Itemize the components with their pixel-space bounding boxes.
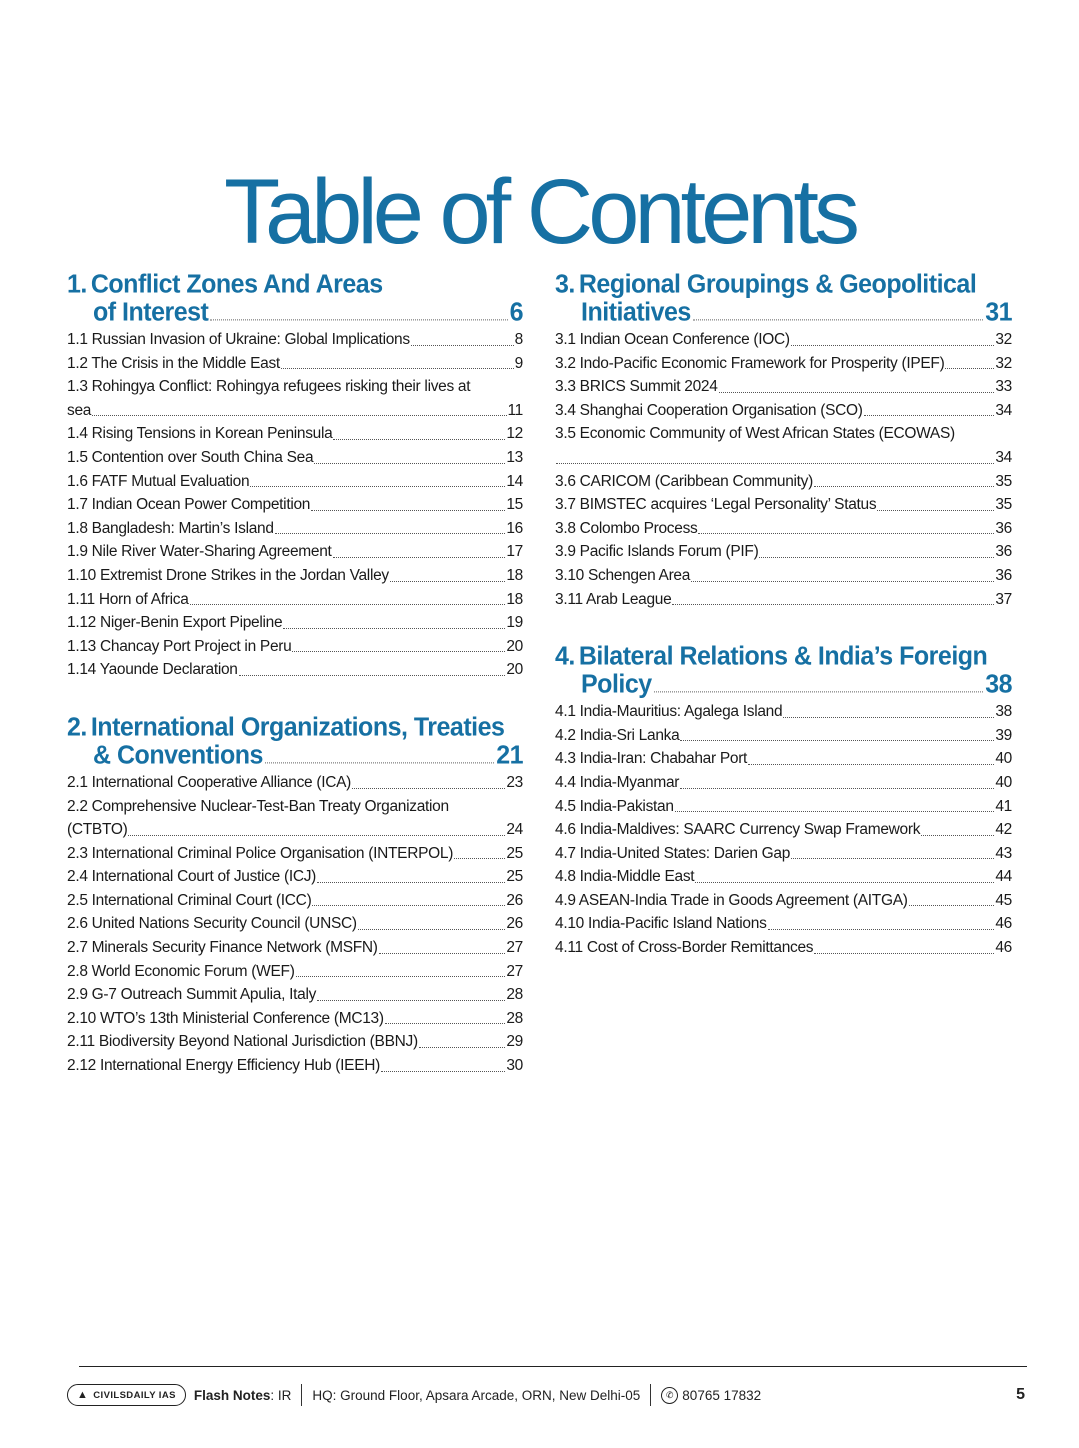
entry-label: 4.11 Cost of Cross-Border Remittances [555, 939, 814, 957]
entry-label: 4.10 India-Pacific Island Nations [555, 915, 767, 933]
dot-leader [333, 557, 506, 558]
section-title-line1: Regional Groupings & Geopolitical [578, 269, 977, 299]
toc-entry[interactable] [555, 375, 1012, 399]
entry-page: 39 [995, 726, 1012, 744]
entry-label: 1.7 Indian Ocean Power Competition [67, 496, 311, 514]
dot-leader [250, 486, 505, 487]
entry-label: 2.4 International Court of Justice (ICJ) [67, 868, 317, 886]
toc-entry[interactable] [67, 889, 523, 913]
address-text: HQ: Ground Floor, Apsara Arcade, ORN, New Delhi-05 [312, 1387, 641, 1403]
dot-leader [292, 651, 505, 652]
dot-leader [283, 628, 505, 629]
entry-page: 36 [995, 566, 1012, 584]
section-heading[interactable] [67, 712, 523, 742]
toc-entry[interactable] [555, 540, 1012, 564]
entry-page: 46 [995, 915, 1012, 933]
entry-page: 36 [995, 543, 1012, 561]
section-title-line2: & Conventions [93, 740, 263, 770]
entry-label: 1.14 Yaounde Declaration [67, 661, 238, 679]
entry-label: 3.8 Colombo Process [555, 519, 698, 537]
entry-page: 37 [995, 590, 1012, 608]
toc-entry[interactable] [67, 352, 523, 376]
entry-page: 26 [506, 891, 523, 909]
toc-entry[interactable] [67, 422, 523, 446]
toc-section [555, 641, 1012, 960]
entry-label: 1.2 The Crisis in the Middle East [67, 354, 280, 372]
entry-page: 36 [995, 519, 1012, 537]
dot-leader [454, 858, 505, 859]
toc-entry[interactable] [67, 517, 523, 541]
dot-leader [265, 762, 494, 763]
section-page: 31 [985, 297, 1012, 327]
phone-number: 80765 17832 [682, 1387, 762, 1403]
entry-label: 3.4 Shanghai Cooperation Organisation (SCO) [555, 401, 863, 419]
entry-label: 1.13 Chancay Port Project in Peru [67, 637, 292, 655]
section-heading-cont[interactable] [555, 297, 1012, 327]
section-number: 2. [67, 712, 87, 742]
logo-text: CIVILSDAILY IAS [93, 1389, 176, 1401]
dot-leader [783, 717, 994, 718]
entry-page: 46 [995, 939, 1012, 957]
entry-page: 25 [506, 868, 523, 886]
logo-mark-icon: ▲ [77, 1389, 89, 1401]
toc-section [67, 269, 523, 682]
entry-label: 2.8 World Economic Forum (WEF) [67, 962, 295, 980]
toc-entry[interactable] [555, 493, 1012, 517]
toc-entry[interactable] [67, 635, 523, 659]
dot-leader [698, 533, 994, 534]
toc-entry[interactable] [67, 564, 523, 588]
section-heading[interactable] [67, 269, 523, 299]
section-title-line1: Bilateral Relations & India’s Foreign [578, 641, 988, 671]
toc-entry[interactable] [67, 865, 523, 889]
entry-page: 45 [995, 891, 1012, 909]
entry-label: 4.9 ASEAN-India Trade in Goods Agreement (AITGA) [555, 891, 908, 909]
toc-entry[interactable] [555, 588, 1012, 612]
entry-page: 32 [995, 354, 1012, 372]
toc-entry[interactable] [555, 517, 1012, 541]
entry-label: 2.7 Minerals Security Finance Network (MSFN) [67, 939, 378, 957]
entry-label: 3.2 Indo-Pacific Economic Framework for Prosperity (IPEF) [555, 354, 945, 372]
footer-divider [301, 1384, 302, 1406]
entry-page: 34 [995, 401, 1012, 419]
dot-leader [814, 486, 994, 487]
page-number: 5 [1016, 1386, 1025, 1403]
toc-entry[interactable] [67, 493, 523, 517]
toc-entry[interactable] [67, 446, 523, 470]
entry-page: 24 [506, 821, 523, 839]
entry-label-cont: sea [67, 401, 92, 419]
whatsapp-icon: ✆ [661, 1387, 678, 1404]
dot-leader [945, 368, 994, 369]
section-number: 3. [555, 269, 575, 299]
entry-label: 1.4 Rising Tensions in Korean Peninsula [67, 425, 333, 443]
left-column [67, 269, 523, 1111]
entry-page: 20 [506, 637, 523, 655]
toc-entry[interactable] [67, 842, 523, 866]
dot-leader [381, 1071, 505, 1072]
toc-entry[interactable] [67, 611, 523, 635]
entry-label: 2.12 International Energy Efficiency Hub (IEEH) [67, 1057, 381, 1075]
entry-page: 29 [506, 1033, 523, 1051]
entry-page: 27 [506, 939, 523, 957]
entry-label: 1.12 Niger-Benin Export Pipeline [67, 614, 283, 632]
toc-entry[interactable] [67, 658, 523, 682]
dot-leader [864, 415, 995, 416]
dot-leader [92, 415, 506, 416]
entry-page: 17 [506, 543, 523, 561]
entry-page: 19 [506, 614, 523, 632]
dot-leader [317, 882, 505, 883]
dot-leader [768, 929, 995, 930]
entry-page: 25 [506, 844, 523, 862]
dot-leader [314, 463, 505, 464]
toc-entry[interactable] [555, 328, 1012, 352]
section-title-line2: of Interest [93, 297, 209, 327]
entry-page: 43 [995, 844, 1012, 862]
entry-label: 2.5 International Criminal Court (ICC) [67, 891, 312, 909]
entry-page: 41 [995, 797, 1012, 815]
dot-leader [695, 882, 994, 883]
dot-leader [672, 604, 994, 605]
dot-leader [691, 581, 994, 582]
section-title-line1: Conflict Zones And Areas [90, 269, 383, 299]
section-page: 38 [985, 669, 1012, 699]
entry-page: 35 [995, 472, 1012, 490]
page-title: Table of Contents [223, 160, 855, 263]
toc-entry[interactable] [555, 747, 1012, 771]
toc-entry[interactable] [555, 912, 1012, 936]
dot-leader [921, 835, 994, 836]
entry-page: 18 [506, 590, 523, 608]
dot-leader [275, 533, 506, 534]
section-heading[interactable] [555, 641, 1012, 671]
entry-label: 3.10 Schengen Area [555, 566, 691, 584]
entry-page: 20 [506, 661, 523, 679]
toc-entry[interactable] [555, 771, 1012, 795]
dot-leader [748, 764, 994, 765]
toc-entry[interactable] [555, 865, 1012, 889]
section-title-line2: Initiatives [581, 297, 691, 327]
toc-entry[interactable] [67, 1030, 523, 1054]
entry-page: 18 [506, 566, 523, 584]
entry-page: 16 [506, 519, 523, 537]
dot-leader [210, 319, 507, 320]
toc-entry[interactable] [67, 470, 523, 494]
toc-entry[interactable] [67, 936, 523, 960]
entry-page: 13 [506, 448, 523, 466]
toc-entry[interactable] [555, 936, 1012, 960]
toc-section [555, 269, 1012, 611]
entry-label: 2.6 United Nations Security Council (UNSC) [67, 915, 357, 933]
dot-leader [719, 392, 995, 393]
section-page: 6 [509, 297, 523, 327]
section-title-line2: Policy [581, 669, 652, 699]
entry-label: 2.3 International Criminal Police Organisation (INTERPOL) [67, 844, 454, 862]
entry-label: 3.3 BRICS Summit 2024 [555, 378, 718, 396]
toc-entry[interactable] [67, 1007, 523, 1031]
entry-page: 32 [995, 331, 1012, 348]
entry-label: 4.7 India-United States: Darien Gap [555, 844, 791, 862]
toc-entry[interactable] [67, 795, 523, 842]
dot-leader [680, 788, 994, 789]
toc-entry[interactable] [555, 352, 1012, 376]
toc-entry[interactable] [67, 328, 523, 352]
entry-label: 2.9 G-7 Outreach Summit Apulia, Italy [67, 986, 317, 1004]
dot-leader [190, 604, 506, 605]
dot-leader [128, 835, 505, 836]
dot-leader [693, 319, 983, 320]
entry-label: 4.8 India-Middle East [555, 868, 695, 886]
toc-entry[interactable] [555, 700, 1012, 724]
dot-leader [390, 581, 505, 582]
dot-leader [814, 953, 994, 954]
toc-entry[interactable] [67, 983, 523, 1007]
entry-label: 4.2 India-Sri Lanka [555, 726, 680, 744]
section-heading-cont[interactable] [67, 740, 523, 770]
entry-page: 11 [507, 401, 523, 419]
right-column [555, 269, 1012, 993]
entry-page: 12 [506, 425, 523, 443]
entry-label: 1.1 Russian Invasion of Ukraine: Global Implications [67, 331, 410, 348]
entry-label: 2.11 Biodiversity Beyond National Jurisdiction (BBNJ) [67, 1033, 418, 1051]
toc-section [67, 712, 523, 1078]
section-number: 4. [555, 641, 575, 671]
page-footer [79, 1366, 1027, 1427]
entry-label: 1.5 Contention over South China Sea [67, 448, 314, 466]
entry-label: 3.11 Arab League [555, 590, 672, 608]
entry-page: 14 [506, 472, 523, 490]
dot-leader [311, 510, 505, 511]
toc-entry[interactable] [555, 564, 1012, 588]
toc-entry[interactable] [555, 795, 1012, 819]
toc-entry[interactable] [555, 842, 1012, 866]
section-heading-cont[interactable] [555, 669, 1012, 699]
entry-page: 40 [995, 750, 1012, 768]
entry-label: 4.1 India-Mauritius: Agalega Island [555, 703, 783, 721]
entry-label: 3.1 Indian Ocean Conference (IOC) [555, 331, 790, 348]
entry-label: 2.2 Comprehensive Nuclear-Test-Ban Treaty Organization [67, 797, 449, 815]
dot-leader [317, 1000, 505, 1001]
dot-leader [312, 905, 505, 906]
dot-leader [419, 1047, 506, 1048]
dot-leader [556, 463, 994, 464]
entry-page: 34 [995, 448, 1012, 466]
entry-label: 1.8 Bangladesh: Martin’s Island [67, 519, 274, 537]
entry-label: 3.5 Economic Community of West African States (ECOWAS) [555, 425, 955, 443]
section-heading-cont[interactable] [67, 297, 523, 327]
dot-leader [791, 345, 995, 346]
entry-label: 1.11 Horn of Africa [67, 590, 189, 608]
dot-leader [654, 691, 984, 692]
dot-leader [385, 1023, 506, 1024]
dot-leader [877, 510, 994, 511]
entry-page: 38 [995, 703, 1012, 721]
toc-entry[interactable] [67, 588, 523, 612]
section-title-line1: International Organizations, Treaties [90, 712, 505, 742]
dot-leader [675, 811, 995, 812]
brand-logo [67, 1384, 186, 1406]
entry-page: 44 [995, 868, 1012, 886]
entry-page: 40 [995, 773, 1012, 791]
dot-leader [352, 788, 505, 789]
toc-entry[interactable] [555, 470, 1012, 494]
toc-entry[interactable] [67, 540, 523, 564]
dot-leader [379, 953, 506, 954]
entry-label: 3.7 BIMSTEC acquires ‘Legal Personality’ Status [555, 496, 877, 514]
entry-label: 1.10 Extremist Drone Strikes in the Jordan Valley [67, 566, 389, 584]
toc-entry[interactable] [555, 724, 1012, 748]
dot-leader [239, 675, 506, 676]
toc-entry[interactable] [555, 818, 1012, 842]
entry-page: 15 [506, 496, 523, 514]
dot-leader [358, 929, 506, 930]
dot-leader [791, 858, 994, 859]
entry-page: 26 [506, 915, 523, 933]
entry-label: 1.9 Nile River Water-Sharing Agreement [67, 543, 332, 561]
toc-entry[interactable] [67, 960, 523, 984]
entry-label: 4.6 India-Maldives: SAARC Currency Swap Framework [555, 821, 921, 839]
toc-entry[interactable] [555, 422, 1012, 469]
dot-leader [759, 557, 994, 558]
dot-leader [411, 345, 514, 346]
entry-label: 3.9 Pacific Islands Forum (PIF) [555, 543, 759, 561]
entry-page: 33 [995, 378, 1012, 396]
entry-label: 2.1 International Cooperative Alliance (ICA) [67, 773, 352, 791]
entry-page: 35 [995, 496, 1012, 514]
entry-label: 1.6 FATF Mutual Evaluation [67, 472, 250, 490]
entry-label-cont: (CTBTO) [67, 821, 128, 839]
dot-leader [680, 740, 994, 741]
dot-leader [909, 905, 995, 906]
entry-page: 28 [506, 1009, 523, 1027]
section-heading[interactable] [555, 269, 1012, 299]
entry-page: 28 [506, 986, 523, 1004]
toc-entry[interactable] [555, 889, 1012, 913]
entry-label: 2.10 WTO’s 13th Ministerial Conference (MC13) [67, 1009, 384, 1027]
flash-notes-label: Flash Notes: IR [193, 1387, 292, 1403]
toc-entry[interactable] [67, 1054, 523, 1078]
dot-leader [296, 976, 506, 977]
entry-label: 1.3 Rohingya Conflict: Rohingya refugees risking their lives at [67, 378, 471, 396]
toc-entry[interactable] [67, 375, 523, 422]
entry-page: 42 [995, 821, 1012, 839]
toc-entry[interactable] [67, 771, 523, 795]
entry-page: 8 [514, 331, 523, 348]
entry-label: 4.3 India-Iran: Chabahar Port [555, 750, 748, 768]
entry-page: 27 [506, 962, 523, 980]
section-page: 21 [496, 740, 523, 770]
dot-leader [333, 439, 505, 440]
toc-entry[interactable] [67, 912, 523, 936]
dot-leader [281, 368, 514, 369]
entry-label: 4.4 India-Myanmar [555, 773, 680, 791]
footer-divider [650, 1384, 651, 1406]
entry-page: 9 [514, 354, 523, 372]
entry-page: 30 [506, 1057, 523, 1075]
entry-label: 4.5 India-Pakistan [555, 797, 674, 815]
section-number: 1. [67, 269, 87, 299]
toc-entry[interactable] [555, 399, 1012, 423]
entry-label: 3.6 CARICOM (Caribbean Community) [555, 472, 813, 490]
entry-page: 23 [506, 773, 523, 791]
